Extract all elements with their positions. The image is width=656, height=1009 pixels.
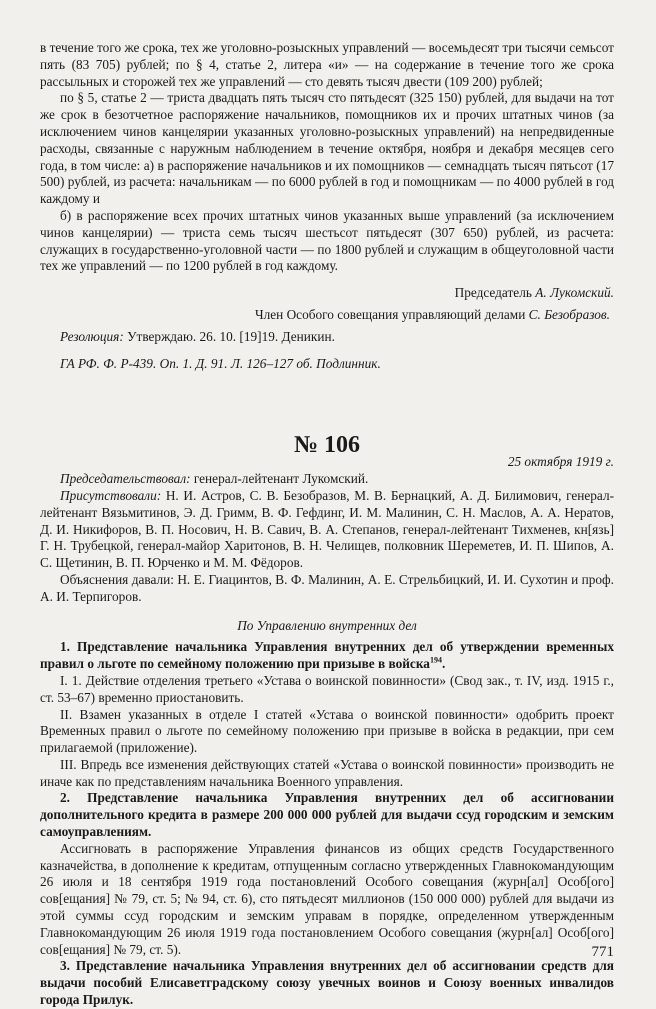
chair-label: Председательствовал: xyxy=(60,471,191,487)
item-3-title: 3. Представление начальника Управления внутренних дел об ассигновании средств для выдачи пособий Елисаветградскому союзу увечных воинов и Союзу военных инвалидов города Прилук. xyxy=(40,958,614,1008)
paragraph-section-5: по § 5, статье 2 — триста двадцать пять тысяч сто пятьдесят (325 150) рублей, для выдачи на тот же срок в безотчетное распоряжение начальников, помощников их и прочих штатных чинов (за исключением чинов канцелярии указанных уголовно-розыскных управлений) на непредвиденные расходы, связанные с наружным наблюдением в течение октября, ноября и декабря месяцев сего года, в том числе: а) в распоряжение начальников и их помощников — семнадцать тысяч пятьсот (17 500) рублей, из расчета: начальникам — по 6000 рублей в год и помощникам — по 4000 рублей в год каждому и xyxy=(40,90,614,207)
attendees-paragraph xyxy=(40,488,614,572)
item-2-text: Ассигновать в распоряжение Управления финансов из общих средств Государственного казначейства, в дополнение к кредитам, отпущенным согласно утвержденных Главнокомандующим 26 июля и 18 сентября 1919 года постановлений Особого совещания (журн[ал] Особ[ого] сов[ещания] № 79, ст. 5; № 94, ст. 6), сто пятьдесят миллионов (150 000 000) рублей для выдачи из этой суммы ссуд городским и земским управам в порядке, определенном утвержденным Главнокомандующим 26 июля 1919 года постановлением Особого совещания (журн[ал] Особ[ого] сов[ещания] № 79, ст. 5). xyxy=(40,840,614,957)
explanations-paragraph: Объяснения давали: Н. Е. Гиацинтов, В. Ф. Малинин, А. Е. Стрельбицкий, И. И. Сухотин и проф. А. И. Терпигоров. xyxy=(40,571,614,604)
signature-role: Член Особого совещания управляющий делами xyxy=(254,306,526,322)
chairman-line xyxy=(40,471,614,488)
archive-reference: ГА РФ. Ф. Р-439. Оп. 1. Д. 91. Л. 126–127 об. Подлинник. xyxy=(60,355,381,371)
item-1-point-3: III. Впредь все изменения действующих статей «Устава о воинской повинности» производить не иначе как по представлениям начальника Военного управления. xyxy=(40,756,614,789)
item-1-point-1: I. 1. Действие отделения третьего «Устава о воинской повинности» (Свод зак., т. IV, изд. 1915 г., ст. 53–67) временно приостановить. xyxy=(40,672,614,705)
resolution-label: Резолюция: xyxy=(60,328,124,344)
present-text: Н. И. Астров, С. В. Безобразов, М. В. Бернацкий, А. Д. Билимович, генерал-лейтенант Вязьмитинов, Э. Д. Гримм, В. Ф. Гефдинг, И. М. Малинин, С. Н. Маслов, А. А. Нератов, Д. И. Никифоров, В. П. Носович, Н. В. Савич, В. А. Степанов, генерал-лейтенант Тихменев, кн[язь] Г. Н. Трубецкой, генерал-майор Харитонов, В. Н. Челищев, полковник Шереметев, И. П. Шипов, А. С. Щетинин, В. П. Юрченко и М. М. Фёдоров. xyxy=(40,487,615,571)
present-label: Присутствовали: xyxy=(60,487,162,503)
item-1-title-end: . xyxy=(441,656,446,672)
paragraph-continued: в течение того же срока, тех же уголовно-розыскных управлений — восемьдесят три тысячи семьсот пять (83 705) рублей; по § 4, статье 2, литера «и» — на содержание в течение того же срока рассыльных и сторожей тех же управлений — сто девять тысяч двести (109 200) рублей; xyxy=(40,40,614,89)
page-number: 771 xyxy=(591,944,614,960)
chair-text: генерал-лейтенант Лукомский. xyxy=(193,471,369,487)
resolution-text: Утверждаю. 26. 10. [19]19. Деникин. xyxy=(127,328,335,344)
signature-role: Председатель xyxy=(454,285,532,301)
item-1-point-2: II. Взамен указанных в отделе I статей «Устава о воинской повинности» одобрить проект Временных правил о льготе по семейному положению при призыве в войска в редакции, при сем прилагаемой (приложение). xyxy=(40,706,614,756)
signature-name: С. Безобразов. xyxy=(528,306,610,322)
section-heading: По Управлению внутренних дел xyxy=(237,617,417,633)
paragraph-sub-b: б) в распоряжение всех прочих штатных чинов указанных выше управлений (за исключением чинов канцелярии) — триста семь тысяч шестьсот пятьдесят (307 650) рублей, из расчета: служащих в государственно-уголовной части — по 1800 рублей и служащим в общеуголовной части тех же управлений — по 1200 рублей в год каждому. xyxy=(40,207,614,274)
signature-chairman xyxy=(40,285,614,302)
document-date: 25 октября 1919 г. xyxy=(507,454,614,470)
signature-member xyxy=(40,307,614,324)
item-2-title: 2. Представление начальника Управления внутренних дел об ассигновании дополнительного кредита в размере 200 000 000 рублей для выдачи ссуд городским и земским самоуправлениям. xyxy=(40,790,614,840)
document-number: № 106 xyxy=(293,432,361,459)
footnote-ref: 194 xyxy=(429,655,442,665)
item-1-title xyxy=(40,639,614,673)
signature-name: А. Лукомский. xyxy=(535,285,614,301)
item-1-title-text: 1. Представление начальника Управления внутренних дел об утверждении временных правил о льготе по семейному положению при призыве в войска xyxy=(40,639,614,672)
resolution xyxy=(40,329,614,346)
